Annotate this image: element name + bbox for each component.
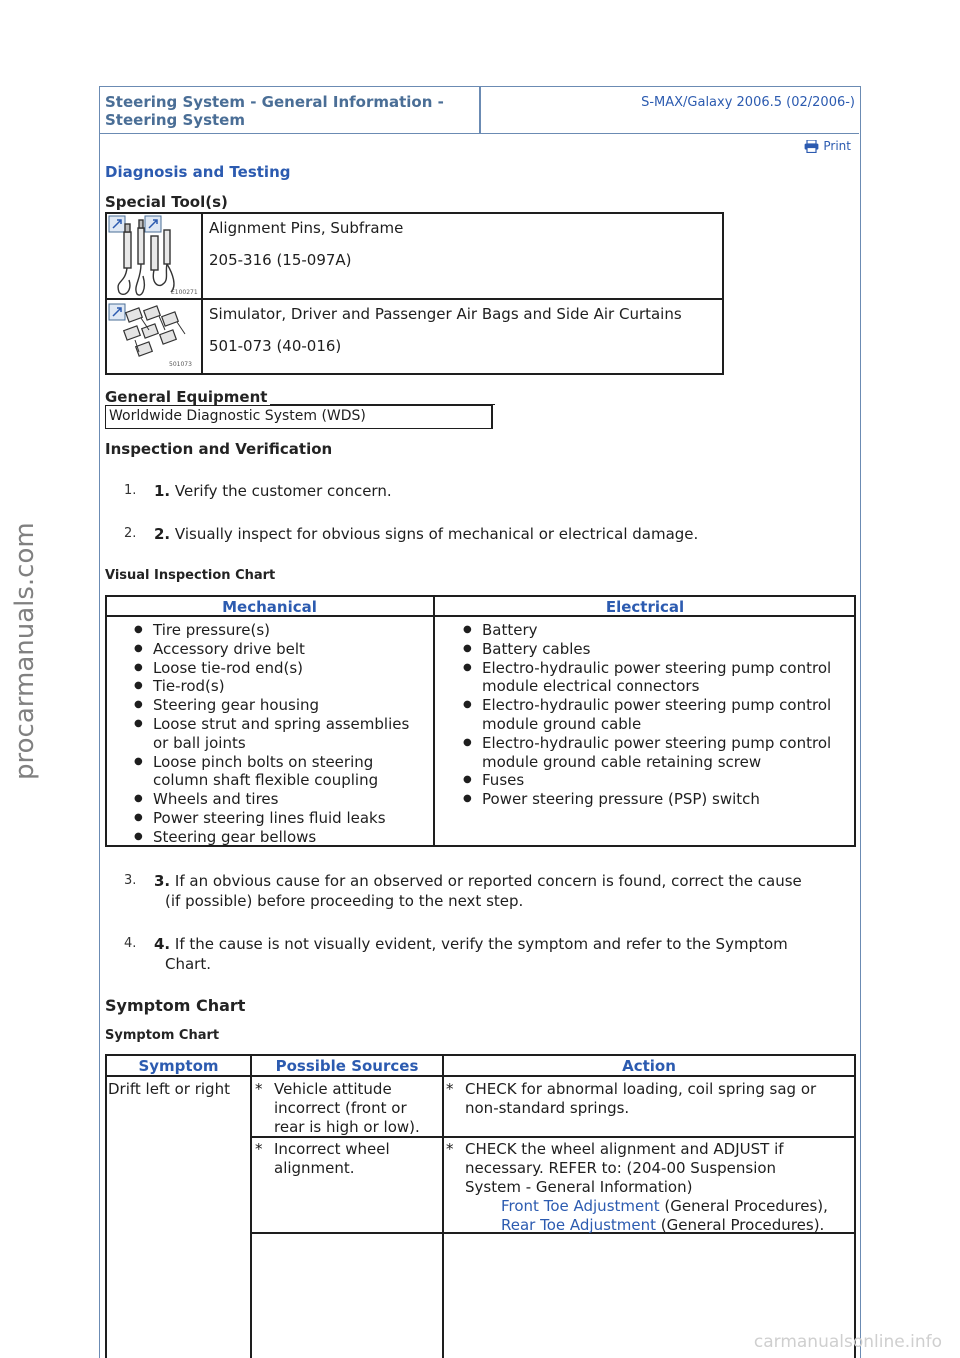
visual-inspection-table bbox=[105, 595, 856, 847]
document-header bbox=[100, 87, 859, 134]
side-watermark-text: procarmanuals.com bbox=[10, 522, 40, 780]
visual-chart-title: Visual Inspection Chart bbox=[105, 568, 276, 583]
tool-image-cell bbox=[107, 214, 203, 298]
action-text: CHECK the wheel alignment and ADJUST if necessary. REFER to: (204-00 Suspension System - General Information) Front Toe Adjustment (General Procedures), Rear Toe Adjustment (General Procedures). bbox=[446, 1140, 854, 1235]
action-text: CHECK for abnormal loading, coil spring sag or non-standard springs. bbox=[465, 1080, 817, 1117]
column-divider bbox=[433, 597, 435, 845]
title-line-2: Steering System bbox=[105, 111, 245, 129]
tool-row bbox=[107, 300, 722, 373]
electrical-item: ● Electro-hydraulic power steering pump control module electrical connectors bbox=[463, 659, 831, 697]
bottom-watermark: carmanualsonline.info bbox=[753, 1332, 942, 1352]
source-text: Vehicle attitude incorrect (front or rear is high or low). bbox=[274, 1080, 420, 1136]
bullet-star: * bbox=[446, 1140, 454, 1158]
action-cell bbox=[446, 1140, 854, 1235]
equipment-item: Worldwide Diagnostic System (WDS) bbox=[105, 405, 493, 429]
mechanical-item: ● Power steering lines fluid leaks bbox=[134, 809, 409, 828]
tool-code: 501-073 (40-016) bbox=[209, 337, 342, 355]
table-header bbox=[107, 597, 854, 617]
electrical-item: ● Battery cables bbox=[463, 640, 831, 659]
electrical-item: ● Battery bbox=[463, 621, 831, 640]
source-cell bbox=[255, 1080, 440, 1137]
bullet-star: * bbox=[446, 1080, 454, 1098]
special-tools-heading: Special Tool(s) bbox=[105, 193, 228, 211]
mechanical-list bbox=[134, 621, 409, 847]
tool-row bbox=[107, 214, 722, 300]
header-divider bbox=[479, 87, 481, 133]
title-line-1: Steering System - General Information - bbox=[105, 93, 444, 111]
special-tools-table bbox=[105, 212, 724, 375]
mechanical-item: ● Steering gear bellows bbox=[134, 828, 409, 847]
column-divider bbox=[250, 1056, 252, 1358]
section-title: Diagnosis and Testing bbox=[105, 163, 291, 181]
mechanical-item: ● Loose strut and spring assemblies or ball joints bbox=[134, 715, 409, 753]
tool-image-caption-2: 501073 bbox=[169, 361, 192, 368]
airbag-simulator-image bbox=[107, 300, 201, 372]
rear-toe-link[interactable]: Rear Toe Adjustment bbox=[501, 1216, 657, 1234]
document-frame bbox=[99, 86, 861, 1358]
step-text: 3. If an obvious cause for an observed or reported concern is found, correct the cause bbox=[154, 872, 802, 890]
step-text: 4. If the cause is not visually evident, verify the symptom and refer to the Symptom bbox=[154, 935, 788, 953]
electrical-item: ● Power steering pressure (PSP) switch bbox=[463, 790, 831, 809]
mechanical-item: ● Tire pressure(s) bbox=[134, 621, 409, 640]
sources-header: Possible Sources bbox=[275, 1057, 419, 1075]
step-text: 1. Verify the customer concern. bbox=[154, 482, 392, 500]
print-button[interactable] bbox=[804, 139, 851, 153]
mechanical-header: Mechanical bbox=[222, 598, 317, 616]
symptom-header: Symptom bbox=[138, 1057, 219, 1075]
table-header bbox=[107, 1056, 854, 1077]
tool-name: Simulator, Driver and Passenger Air Bags and Side Air Curtains bbox=[209, 305, 682, 323]
column-divider bbox=[442, 1056, 444, 1358]
step-number: 4. bbox=[124, 936, 137, 951]
bullet-star: * bbox=[255, 1080, 263, 1098]
alignment-pins-image bbox=[107, 214, 201, 298]
symptom-heading: Symptom Chart bbox=[105, 996, 246, 1015]
electrical-item: ● Electro-hydraulic power steering pump control module ground cable bbox=[463, 696, 831, 734]
step-number: 1. bbox=[124, 483, 137, 498]
symptom-cell: Drift left or right bbox=[108, 1080, 230, 1098]
general-equipment-heading: General Equipment bbox=[105, 388, 268, 406]
mechanical-item: ● Wheels and tires bbox=[134, 790, 409, 809]
tool-name: Alignment Pins, Subframe bbox=[209, 219, 404, 237]
tool-description bbox=[209, 304, 682, 368]
mechanical-item: ● Loose tie-rod end(s) bbox=[134, 659, 409, 678]
step-text-cont: Chart. bbox=[165, 955, 211, 973]
electrical-item: ● Electro-hydraulic power steering pump control module ground cable retaining screw bbox=[463, 734, 831, 772]
action-cell bbox=[446, 1080, 854, 1118]
step-text-cont: (if possible) before proceeding to the next step. bbox=[165, 892, 524, 910]
inspection-heading: Inspection and Verification bbox=[105, 440, 333, 458]
source-cell bbox=[255, 1140, 440, 1178]
mechanical-item: ● Accessory drive belt bbox=[134, 640, 409, 659]
tool-image-caption-1: E100271 bbox=[171, 289, 198, 296]
source-text: Incorrect wheel alignment. bbox=[274, 1140, 390, 1177]
tool-code: 205-316 (15-097A) bbox=[209, 251, 352, 269]
side-watermark bbox=[6, 522, 46, 800]
printer-icon bbox=[804, 140, 819, 153]
mechanical-item: ● Tie-rod(s) bbox=[134, 677, 409, 696]
mechanical-item: ● Loose pinch bolts on steering column shaft flexible coupling bbox=[134, 753, 409, 791]
tool-image-cell bbox=[107, 300, 203, 373]
step-text: 2. Visually inspect for obvious signs of mechanical or electrical damage. bbox=[154, 525, 699, 543]
bullet-star: * bbox=[255, 1140, 263, 1158]
reference-line: Rear Toe Adjustment (General Procedures). bbox=[501, 1216, 825, 1234]
step-number: 3. bbox=[124, 873, 137, 888]
front-toe-link[interactable]: Front Toe Adjustment bbox=[501, 1197, 660, 1215]
print-label: Print bbox=[823, 139, 851, 153]
electrical-item: ● Fuses bbox=[463, 771, 831, 790]
electrical-header: Electrical bbox=[605, 598, 685, 616]
mechanical-item: ● Steering gear housing bbox=[134, 696, 409, 715]
electrical-list bbox=[463, 621, 831, 809]
page-title bbox=[105, 93, 475, 129]
action-header: Action bbox=[622, 1057, 676, 1075]
symptom-subheading: Symptom Chart bbox=[105, 1028, 220, 1043]
symptom-table bbox=[105, 1054, 856, 1358]
tool-description bbox=[209, 218, 403, 282]
model-label: S-MAX/Galaxy 2006.5 (02/2006-) bbox=[641, 95, 855, 110]
reference-line: Front Toe Adjustment (General Procedures), bbox=[501, 1197, 828, 1215]
step-number: 2. bbox=[124, 526, 137, 541]
